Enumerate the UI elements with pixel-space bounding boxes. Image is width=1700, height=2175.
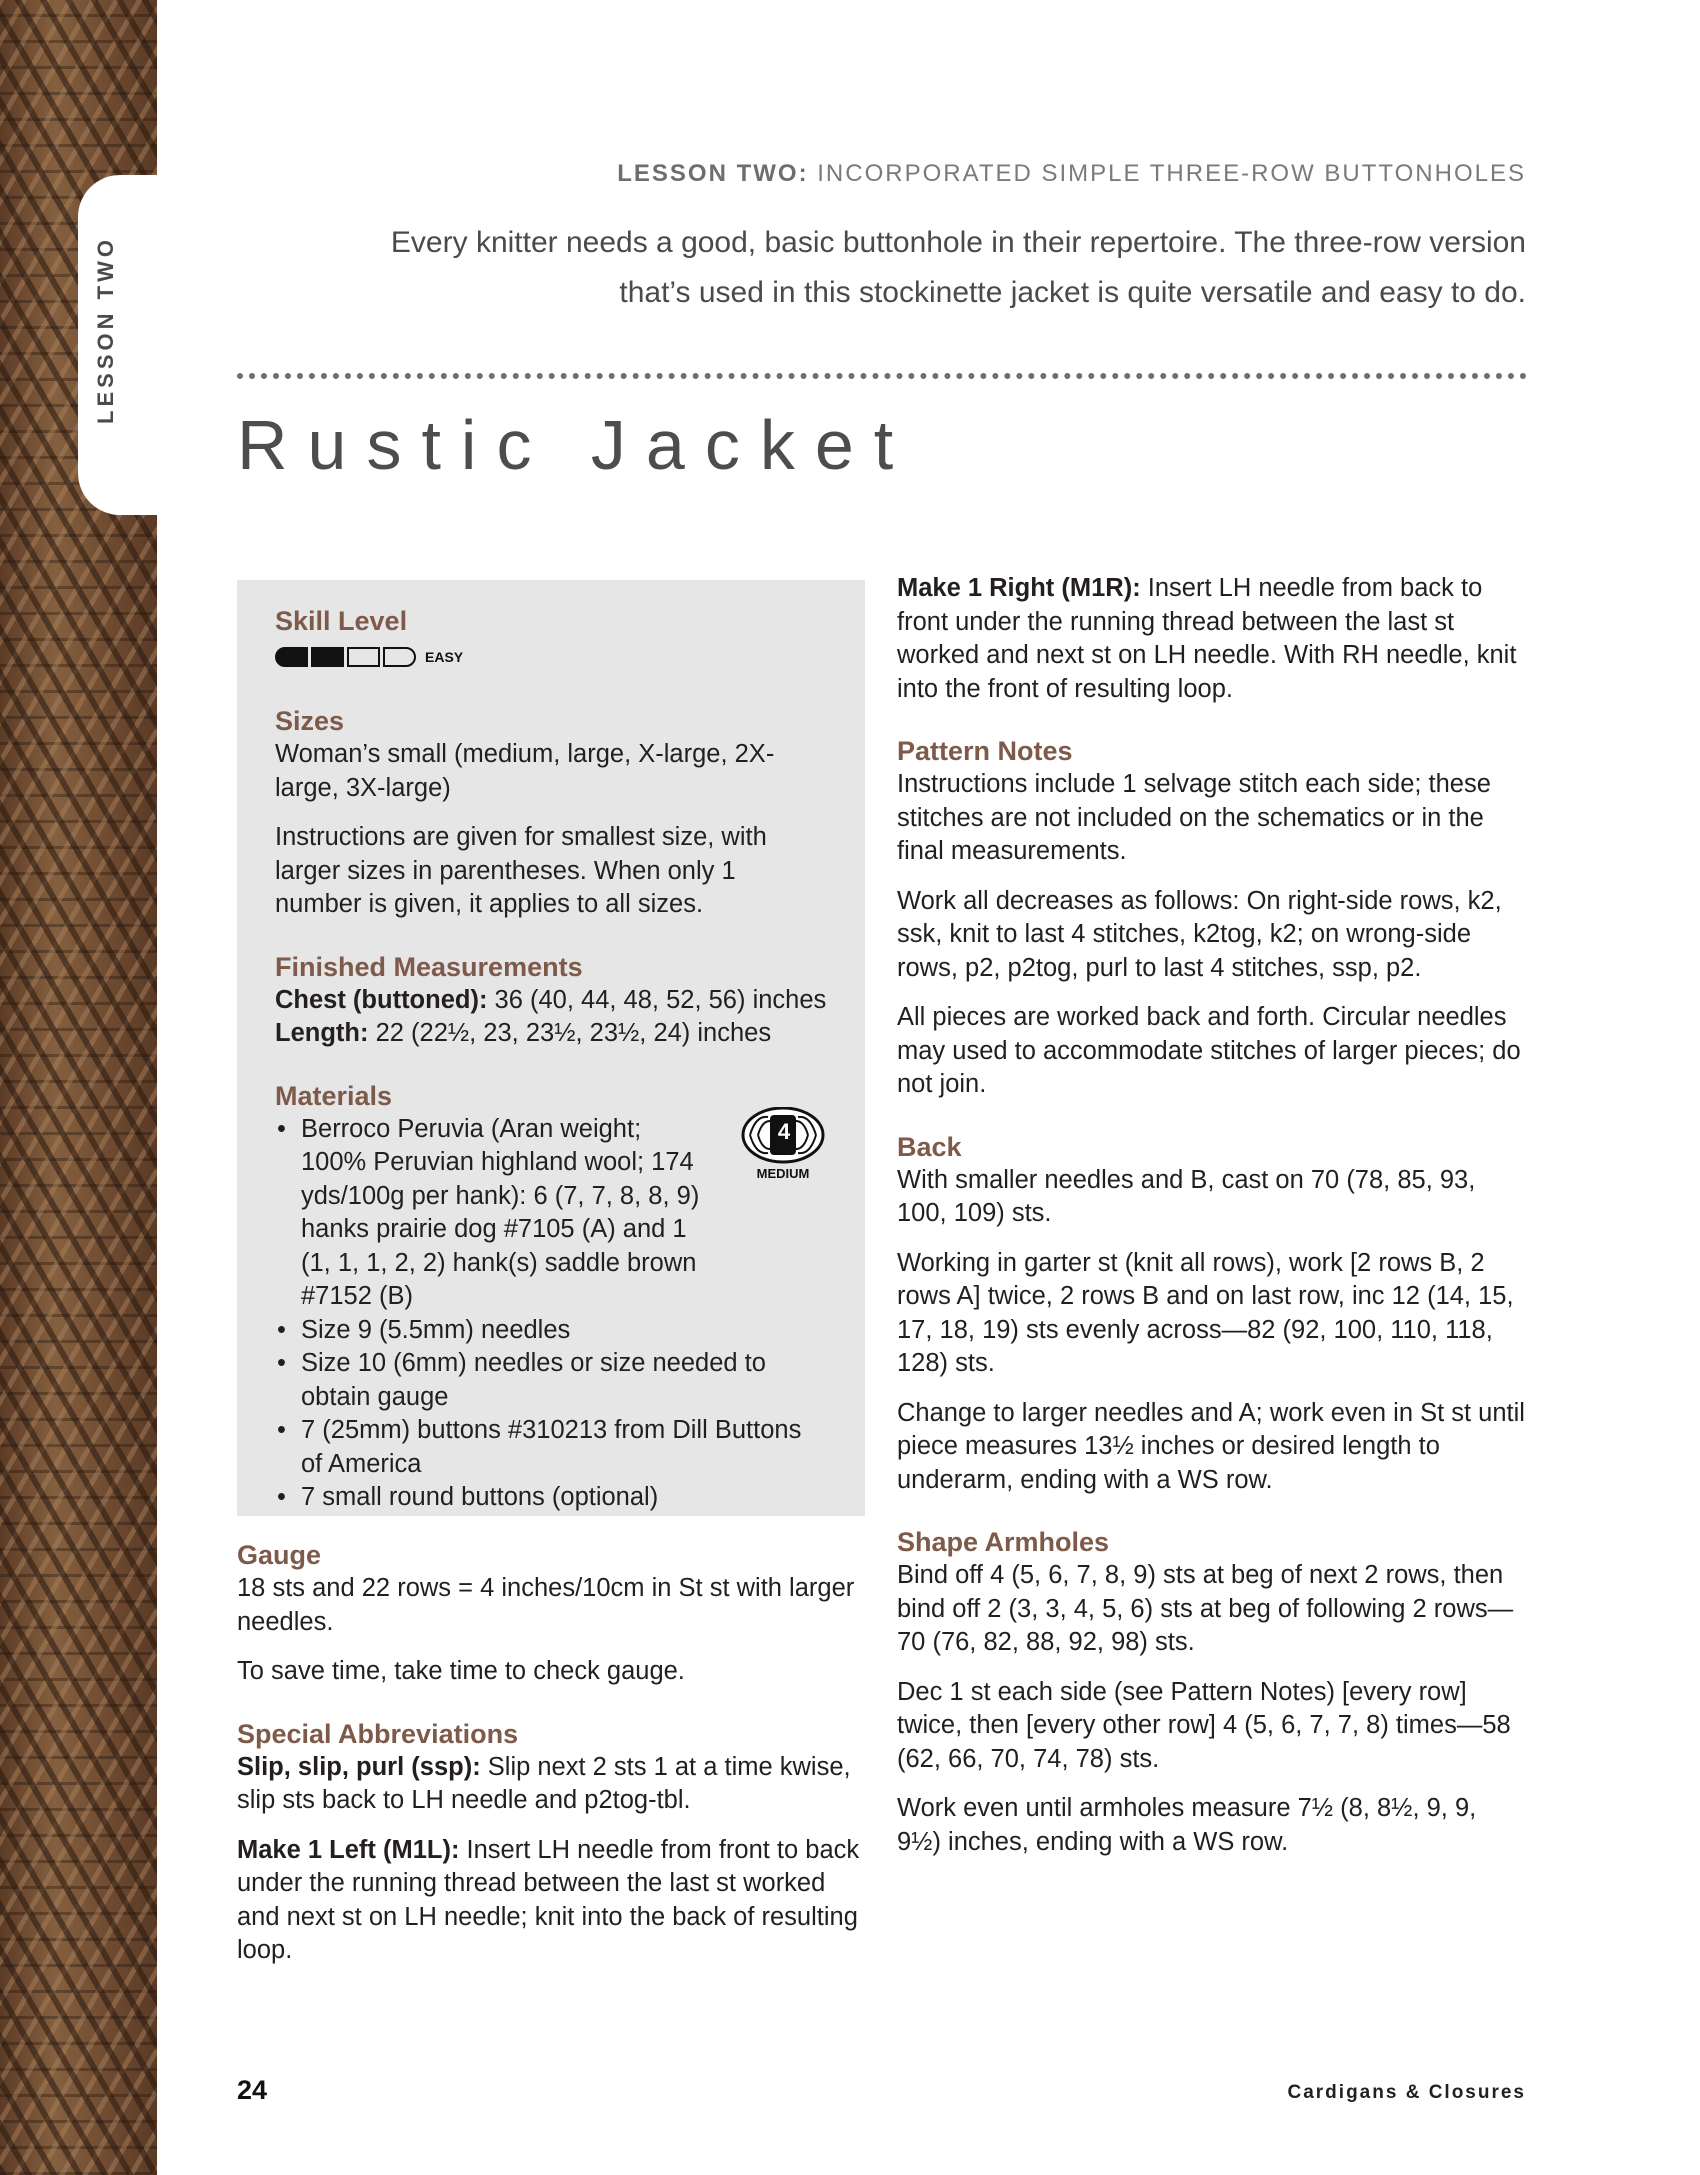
- chest-label: Chest (buttoned):: [275, 985, 488, 1014]
- abbrev-m1r: [897, 572, 1527, 706]
- abbrev-ssp-text: Slip next 2 sts 1 at a time kwise, slip sts back to LH needle and p2tog-tbl.: [237, 1752, 851, 1814]
- list-item: [275, 1314, 828, 1348]
- lesson-heading: [617, 160, 1526, 188]
- material-text: 7 small round buttons (optional): [301, 1483, 659, 1511]
- abbrev-m1l: [237, 1834, 865, 1968]
- pattern-note: Instructions include 1 selvage stitch each side; these stitches are not included on the schematics or in the final measurements.: [897, 770, 1491, 865]
- sizes-note: Instructions are given for smallest size, with larger sizes in parentheses. When only 1 number is given, it applies to all sizes.: [275, 823, 767, 918]
- back-instruction: Change to larger needles and A; work even in St st until piece measures 13½ inches or desired length to underarm, ending with a WS row.: [897, 1398, 1525, 1494]
- skill-bar-3: [347, 647, 380, 667]
- pattern-note: Work all decreases as follows: On right-side rows, k2, ssk, knit to last 4 stitches, k2tog, k2; on wrong-side rows, p2, p2tog, purl to last 4 stitches, ssp, p2.: [897, 886, 1502, 982]
- skill-bar-1: [275, 647, 308, 667]
- pattern-note: All pieces are worked back and forth. Circular needles may used to accommodate stitches of larger pieces; do not join.: [897, 1003, 1521, 1098]
- list-item: [275, 1481, 828, 1515]
- yarn-weight-label: MEDIUM: [756, 1165, 810, 1181]
- armhole-instruction: Bind off 4 (5, 6, 7, 8, 9) sts at beg of next 2 rows, then bind off 2 (3, 3, 4, 5, 6) sts at beg of following 2 rows—70 (76, 82, 88, 92, 98) sts.: [897, 1561, 1514, 1656]
- length-measurement: [275, 1017, 828, 1051]
- material-text: Size 9 (5.5mm) needles: [301, 1315, 571, 1344]
- skill-level-label: EASY: [425, 649, 464, 665]
- sizes-heading: Sizes: [275, 706, 345, 736]
- abbrev-ssp-label: Slip, slip, purl (ssp):: [237, 1752, 481, 1781]
- chest-measurement: [275, 984, 828, 1018]
- chest-value: 36 (40, 44, 48, 52, 56) inches: [487, 985, 827, 1014]
- pattern-notes-heading: Pattern Notes: [897, 736, 1073, 766]
- lesson-label: LESSON TWO:: [617, 160, 809, 187]
- skill-bar-4: [383, 647, 416, 667]
- gauge-note: To save time, take time to check gauge.: [237, 1657, 685, 1685]
- abbreviations-heading: Special Abbreviations: [237, 1718, 519, 1749]
- right-column: [897, 572, 1527, 1859]
- skill-level-meter: [275, 644, 828, 670]
- intro-paragraph: Every knitter needs a good, basic buttonhole in their repertoire. The three-row version that’s used in this stockinette jacket is quite versatile and easy to do.: [390, 226, 1526, 309]
- abbrev-m1l-label: Make 1 Left (M1L):: [237, 1835, 460, 1864]
- lesson-tab: [78, 175, 168, 515]
- abbrev-m1r-text: Insert LH needle from back to front under the running thread between the last st worked and next st on LH needle. With RH needle, knit into the front of resulting loop.: [897, 574, 1517, 703]
- sizes-text: Woman’s small (medium, large, X-large, 2X-large, 3X-large): [275, 740, 775, 802]
- abbrev-m1r-label: Make 1 Right (M1R):: [897, 574, 1141, 602]
- armhole-instruction: Dec 1 st each side (see Pattern Notes) [every row] twice, then [every other row] 4 (5, 6, 7, 7, 8) times—58 (62, 66, 70, 74, 78) sts.: [897, 1677, 1511, 1773]
- left-column-lower: [237, 1538, 865, 1968]
- page-number: 24: [237, 2075, 268, 2105]
- book-title-footer: Cardigans & Closures: [1287, 2082, 1526, 2103]
- materials-section: [275, 1079, 828, 1515]
- gauge-heading: Gauge: [237, 1540, 322, 1570]
- abbrev-m1l-text: Insert LH needle from front to back under the running thread between the last st worked and next st on LH needle; knit into the back of resulting loop.: [237, 1835, 860, 1964]
- length-label: Length:: [275, 1019, 369, 1047]
- material-text: Size 10 (6mm) needles or size needed to obtain gauge: [301, 1349, 766, 1411]
- back-heading: Back: [897, 1131, 962, 1162]
- materials-heading: Materials: [275, 1080, 393, 1111]
- finished-measurements-heading: Finished Measurements: [275, 951, 583, 982]
- back-instruction: With smaller needles and B, cast on 70 (78, 85, 93, 100, 109) sts.: [897, 1165, 1476, 1227]
- dotted-divider: [237, 373, 1527, 379]
- list-item: [275, 1113, 828, 1314]
- skill-level-heading: Skill Level: [275, 606, 408, 636]
- lesson-topic: INCORPORATED SIMPLE THREE-ROW BUTTONHOLES: [817, 160, 1526, 187]
- skill-bar-2: [311, 647, 344, 667]
- material-text: Berroco Peruvia (Aran weight; 100% Peruvian highland wool; 174 yds/100g per hank): 6 (7, 7, 8, 8, 9) hanks prairie dog #7105 (A) and 1 (1, 1, 1, 2, 2) hank(s) saddle brown #7152 (B): [301, 1114, 700, 1310]
- length-value: 22 (22½, 23, 23½, 23½, 24) inches: [368, 1019, 772, 1047]
- materials-list: [275, 1113, 828, 1515]
- page-title: Rustic Jacket: [237, 406, 914, 484]
- armhole-instruction: Work even until armholes measure 7½ (8, 8½, 9, 9, 9½) inches, ending with a WS row.: [897, 1794, 1477, 1856]
- list-item: [275, 1347, 828, 1414]
- lesson-tab-label: LESSON TWO: [93, 236, 118, 424]
- shape-armholes-heading: Shape Armholes: [897, 1527, 1110, 1557]
- material-text: 7 (25mm) buttons #310213 from Dill Buttons of America: [301, 1416, 802, 1478]
- list-item: [275, 1414, 828, 1481]
- back-instruction: Working in garter st (knit all rows), work [2 rows B, 2 rows A] twice, 2 rows B and on last row, inc 12 (14, 15, 17, 18, 19) sts evenly across—82 (92, 100, 110, 118, 128) sts.: [897, 1248, 1514, 1377]
- gauge-text: 18 sts and 22 rows = 4 inches/10cm in St st with larger needles.: [237, 1574, 855, 1636]
- info-box: [237, 580, 865, 1516]
- yarn-weight-number: 4: [777, 1118, 791, 1144]
- abbrev-ssp: [237, 1751, 865, 1818]
